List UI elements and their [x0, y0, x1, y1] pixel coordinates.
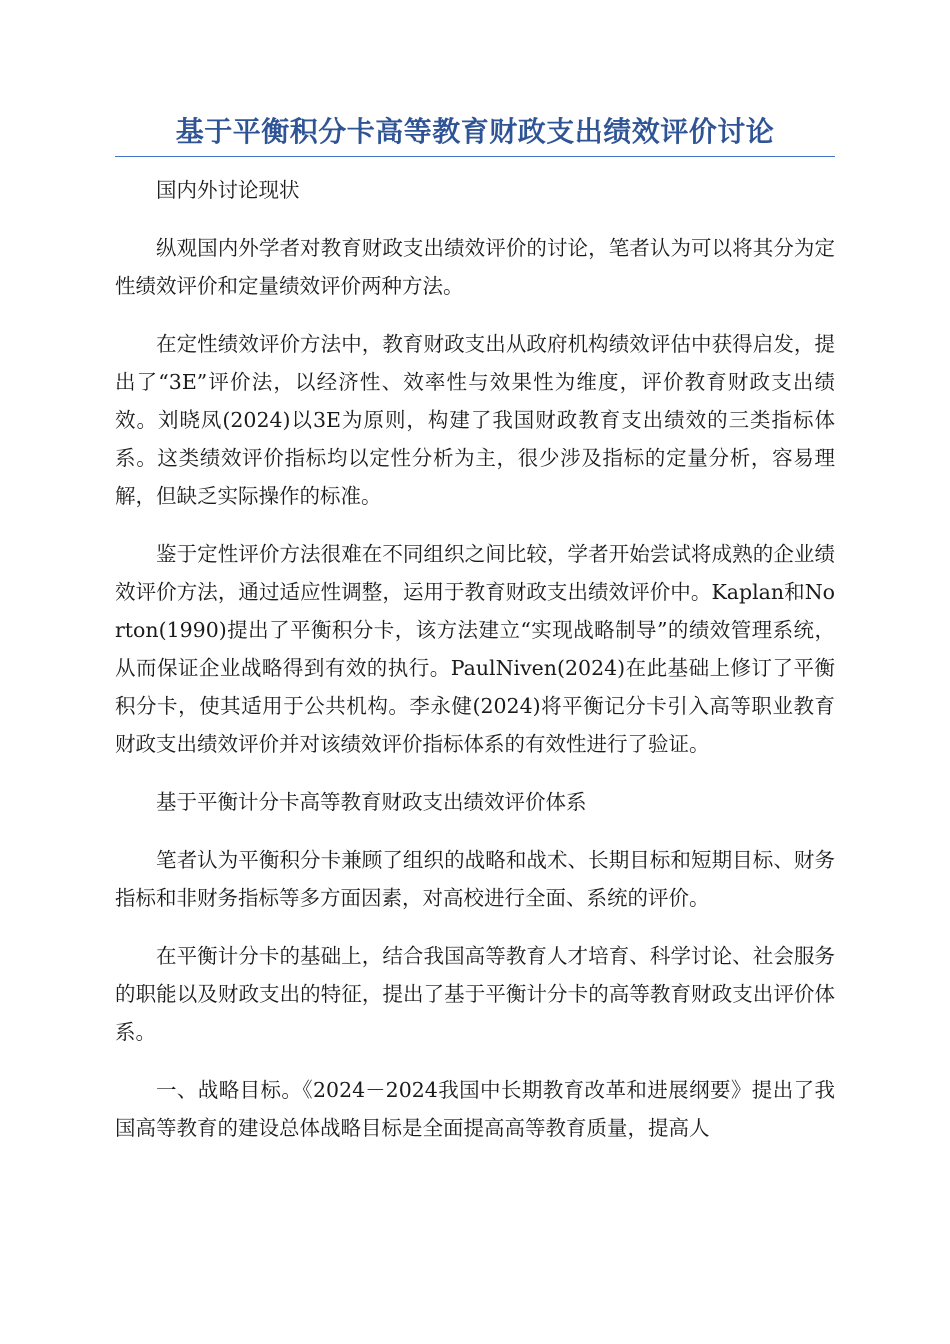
- paragraph: 在平衡计分卡的基础上，结合我国高等教育人才培育、科学讨论、社会服务的职能以及财政支出的特征，提出了基于平衡计分卡的高等教育财政支出评价体系。: [115, 944, 835, 1044]
- document-title: 基于平衡积分卡高等教育财政支出绩效评价讨论: [115, 110, 835, 157]
- paragraph: 纵观国内外学者对教育财政支出绩效评价的讨论，笔者认为可以将其分为定性绩效评价和定量绩效评价两种方法。: [115, 236, 835, 298]
- paragraph: 在定性绩效评价方法中，教育财政支出从政府机构绩效评估中获得启发，提出了“3E”评价法，以经济性、效率性与效果性为维度，评价教育财政支出绩效。刘晓凤(2024)以3E为原则，构建了我国财政教育支出绩效的三类指标体系。这类绩效评价指标均以定性分析为主，很少涉及指标的定量分析，容易理解，但缺乏实际操作的标准。: [115, 332, 835, 508]
- section-heading-domestic-status: 国内外讨论现状: [156, 178, 300, 202]
- paragraph: 笔者认为平衡积分卡兼顾了组织的战略和战术、长期目标和短期目标、财务指标和非财务指标等多方面因素，对高校进行全面、系统的评价。: [115, 848, 835, 910]
- paragraph: 鉴于定性评价方法很难在不同组织之间比较，学者开始尝试将成熟的企业绩效评价方法，通过适应性调整，运用于教育财政支出绩效评价中。Kaplan和Norton(1990)提出了平衡积分卡，该方法建立“实现战略制导”的绩效管理系统，从而保证企业战略得到有效的执行。PaulNiven(2024)在此基础上修订了平衡积分卡，使其适用于公共机构。李永健(2024)将平衡记分卡引入高等职业教育财政支出绩效评价并对该绩效评价指标体系的有效性进行了验证。: [115, 542, 835, 756]
- document-page: [115, 110, 835, 1147]
- paragraph: 一、战略目标。《2024－2024我国中长期教育改革和进展纲要》提出了我国高等教育的建设总体战略目标是全面提高高等教育质量，提高人: [115, 1078, 835, 1140]
- section-heading-evaluation-system: 基于平衡计分卡高等教育财政支出绩效评价体系: [156, 790, 587, 814]
